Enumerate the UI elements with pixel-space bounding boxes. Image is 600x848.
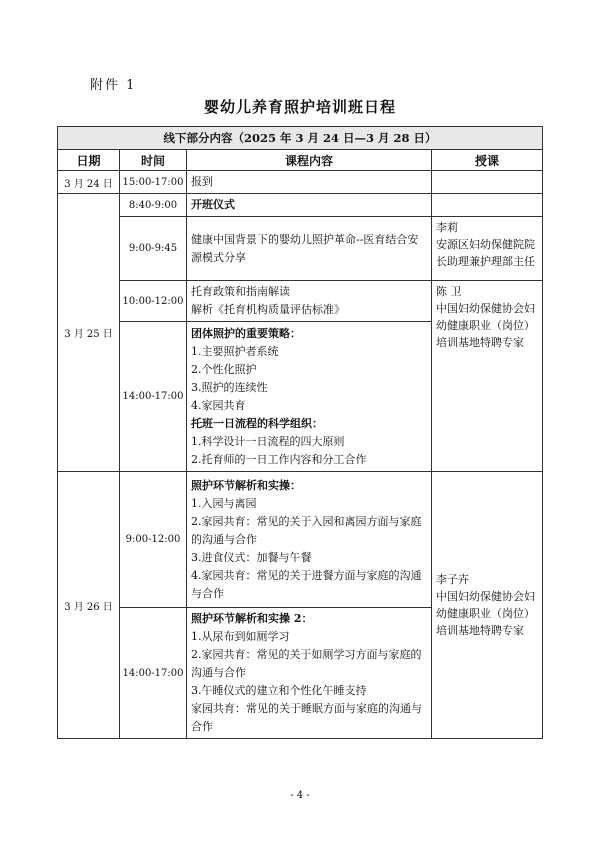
time-cell: 14:00-17:00 xyxy=(120,608,187,739)
section-heading: 托班一日流程的科学组织： xyxy=(191,416,323,430)
list-item: 4.家园共育 xyxy=(191,398,246,412)
section-heading: 照护环节解析和实操： xyxy=(191,478,301,492)
content-cell: 报到 xyxy=(187,171,432,194)
header-content: 课程内容 xyxy=(187,150,432,171)
attachment-label: 附件 1 xyxy=(90,78,137,93)
date-cell: 3 月 24 日 xyxy=(58,171,120,194)
list-item: 2.家园共育：常见的关于入园和离园方面与家庭的沟通与合作 xyxy=(191,514,422,546)
list-item: 2.家园共育：常见的关于如厕学习方面与家庭的沟通与合作 xyxy=(191,648,422,679)
list-item: 1.科学设计一日流程的四大原则 xyxy=(191,434,345,448)
content-cell xyxy=(187,608,432,739)
section-heading: 团体照护的重要策略： xyxy=(191,326,301,340)
content-cell: 开班仪式 xyxy=(187,194,432,217)
header-lecturer: 授课 xyxy=(432,150,543,171)
table-row xyxy=(58,472,543,608)
content-cell xyxy=(187,472,432,608)
header-date: 日期 xyxy=(58,150,120,171)
list-item: 1.从尿布到如厕学习 xyxy=(191,630,290,643)
date-cell: 3 月 25 日 xyxy=(58,194,120,472)
header-time: 时间 xyxy=(120,150,187,171)
list-item: 1.入园与离园 xyxy=(191,496,257,510)
table-row xyxy=(58,217,543,281)
content-line: 托育政策和指南解读 xyxy=(191,285,290,298)
lecturer-cell xyxy=(432,171,543,194)
time-cell: 9:00-9:45 xyxy=(120,217,187,281)
list-item: 家园共育：常见的关于睡眠方面与家庭的沟通与合作 xyxy=(191,702,422,733)
table-row xyxy=(58,171,543,194)
time-cell: 15:00-17:00 xyxy=(120,171,187,194)
section-heading: 照护环节解析和实操 2： xyxy=(191,612,313,625)
list-item: 1.主要照护者系统 xyxy=(191,344,279,358)
list-item: 2.托育师的一日工作内容和分工合作 xyxy=(191,452,367,466)
schedule-table xyxy=(57,126,543,739)
content-line: 解析《托育机构质量评估标准》 xyxy=(191,303,345,316)
lecturer-cell: 陈 卫 中国妇幼保健协会妇幼健康职业（岗位）培训基地特聘专家 xyxy=(432,281,543,472)
content-cell: 健康中国背景下的婴幼儿照护革命--医育结合安源模式分享 xyxy=(187,217,432,281)
date-cell: 3 月 26 日 xyxy=(58,472,120,739)
content-cell xyxy=(187,322,432,472)
content-cell xyxy=(187,281,432,322)
list-item: 3.午睡仪式的建立和个性化午睡支持 xyxy=(191,684,367,697)
list-item: 3.照护的连续性 xyxy=(191,380,268,394)
time-cell: 10:00-12:00 xyxy=(120,281,187,322)
table-row xyxy=(58,194,543,217)
page-title: 婴幼儿养育照护培训班日程 xyxy=(203,98,396,116)
lecturer-cell: 李莉 安源区妇幼保健院院长助理兼护理部主任 xyxy=(432,217,543,281)
table-banner: 线下部分内容（2025 年 3 月 24 日—3 月 28 日） xyxy=(58,127,543,150)
header-row xyxy=(58,150,543,171)
page-number: - 4 - xyxy=(290,790,310,801)
time-cell: 14:00-17:00 xyxy=(120,322,187,472)
time-cell: 9:00-12:00 xyxy=(120,472,187,608)
time-cell: 8:40-9:00 xyxy=(120,194,187,217)
table-row xyxy=(58,281,543,322)
list-item: 3.进食仪式：加餐与午餐 xyxy=(191,550,312,564)
list-item: 2.个性化照护 xyxy=(191,362,257,376)
lecturer-cell: 李子卉 中国妇幼保健协会妇幼健康职业（岗位）培训基地特聘专家 xyxy=(432,472,543,739)
list-item: 4.家园共育：常见的关于进餐方面与家庭的沟通与合作 xyxy=(191,568,422,600)
lecturer-cell xyxy=(432,194,543,217)
